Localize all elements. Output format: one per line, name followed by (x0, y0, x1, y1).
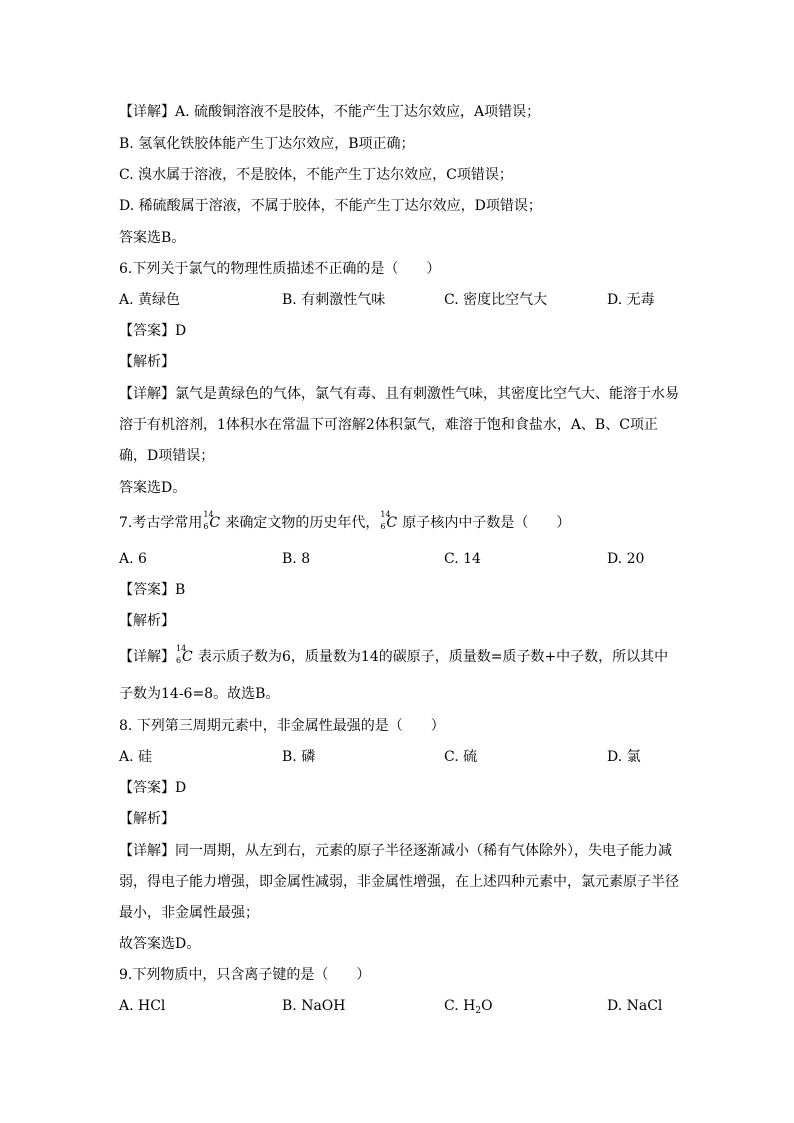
isotope-mass-number: 14 (203, 510, 214, 519)
q7-answer: 【答案】B (119, 582, 186, 598)
q7-detail-line-2: 子数为14-6=8。故选B。 (119, 686, 280, 702)
q8-analysis-heading: 【解析】 (119, 811, 175, 827)
q8-conclusion: 故答案选D。 (119, 936, 201, 952)
q5-detail-c: C. 溴水属于溶液，不是胶体，不能产生丁达尔效应，C项错误； (119, 167, 513, 183)
q8-detail-line-1: 【详解】同一周期，从左到右，元素的原子半径逐渐减小（稀有气体除外），失电子能力减 (119, 843, 672, 859)
q7-detail-post: 表示质子数为6，质量数为14的碳原子，质量数=质子数+中子数，所以其中 (198, 649, 669, 665)
isotope-atomic-number: 6 (203, 522, 209, 531)
q8-option-c: C. 硫 (444, 749, 478, 765)
q6-analysis-heading: 【解析】 (119, 354, 175, 370)
q6-option-d: D. 无毒 (607, 292, 655, 308)
q6-answer: 【答案】D (119, 323, 187, 339)
q8-detail-line-2: 弱，得电子能力增强，即金属性减弱，非金属性增强，在上述四种元素中，氯元素原子半径 (119, 874, 679, 890)
q6-question: 6.下列关于氯气的物理性质描述不正确的是（ ） (119, 261, 441, 277)
q8-option-b: B. 磷 (282, 749, 316, 765)
q7-question-mid: 来确定文物的历史年代， (225, 515, 380, 531)
q7-option-a: A. 6 (119, 551, 147, 567)
q7-option-b: B. 8 (282, 551, 311, 567)
q6-option-a: A. 黄绿色 (119, 292, 181, 308)
q5-conclusion: 答案选B。 (119, 230, 186, 246)
q8-question: 8. 下列第三周期元素中，非金属性最强的是（ ） (119, 718, 445, 734)
q7-question-pre: 7.考古学常用 (119, 515, 203, 531)
q5-detail-b: B. 氢氧化铁胶体能产生丁达尔效应，B项正确； (119, 136, 415, 152)
q7-detail-line-1 (119, 644, 669, 667)
isotope-atomic-number: 6 (380, 522, 386, 531)
q9-option-a: A. HCl (119, 998, 166, 1014)
isotope-atomic-number: 6 (176, 656, 182, 665)
q8-detail-line-3: 最小，非金属性最强； (119, 905, 259, 921)
q6-detail-line-3: 确，D项错误； (119, 448, 215, 464)
q7-question (119, 510, 571, 533)
q8-option-a: A. 硅 (119, 749, 153, 765)
q8-option-d: D. 氯 (607, 749, 641, 765)
isotope-symbol: C (386, 515, 398, 531)
q7-analysis-heading: 【解析】 (119, 613, 175, 629)
q6-option-c: C. 密度比空气大 (444, 292, 548, 308)
q5-detail-a: 【详解】A. 硫酸铜溶液不是胶体，不能产生丁达尔效应，A项错误； (119, 104, 541, 120)
q9-option-c (444, 996, 493, 1016)
q7-detail-pre: 【详解】 (119, 649, 175, 665)
carbon-14-isotope-2 (380, 510, 400, 533)
q6-conclusion: 答案选D。 (119, 480, 187, 496)
carbon-14-isotope-3 (176, 644, 196, 667)
carbon-14-isotope (203, 510, 223, 533)
q6-detail-line-1: 【详解】氯气是黄绿色的气体，氯气有毒、且有刺激性气味，其密度比空气大、能溶于水易 (119, 386, 679, 402)
q6-option-b: B. 有刺激性气味 (282, 292, 386, 308)
q9-option-c-subscript: 2 (475, 1006, 482, 1016)
q9-option-d: D. NaCl (607, 998, 663, 1014)
q9-question: 9.下列物质中，只含离子键的是（ ） (119, 967, 371, 983)
q9-option-b: B. NaOH (282, 998, 346, 1014)
q8-answer: 【答案】D (119, 780, 187, 796)
q7-option-d: D. 20 (607, 551, 645, 567)
q9-option-c-pre: C. H (444, 998, 476, 1014)
q6-detail-line-2: 溶于有机溶剂，1体积水在常温下可溶解2体积氯气，难溶于饱和食盐水，A、B、C项正 (119, 417, 658, 433)
isotope-symbol: C (209, 515, 221, 531)
isotope-mass-number: 14 (176, 644, 187, 653)
q7-option-c: C. 14 (444, 551, 481, 567)
isotope-symbol: C (182, 649, 193, 665)
q7-question-post: 原子核内中子数是（ ） (402, 515, 571, 531)
q9-option-c-post: O (481, 998, 493, 1014)
isotope-mass-number: 14 (380, 510, 391, 519)
q5-detail-d: D. 稀硫酸属于溶液，不属于胶体，不能产生丁达尔效应，D项错误； (119, 198, 542, 214)
